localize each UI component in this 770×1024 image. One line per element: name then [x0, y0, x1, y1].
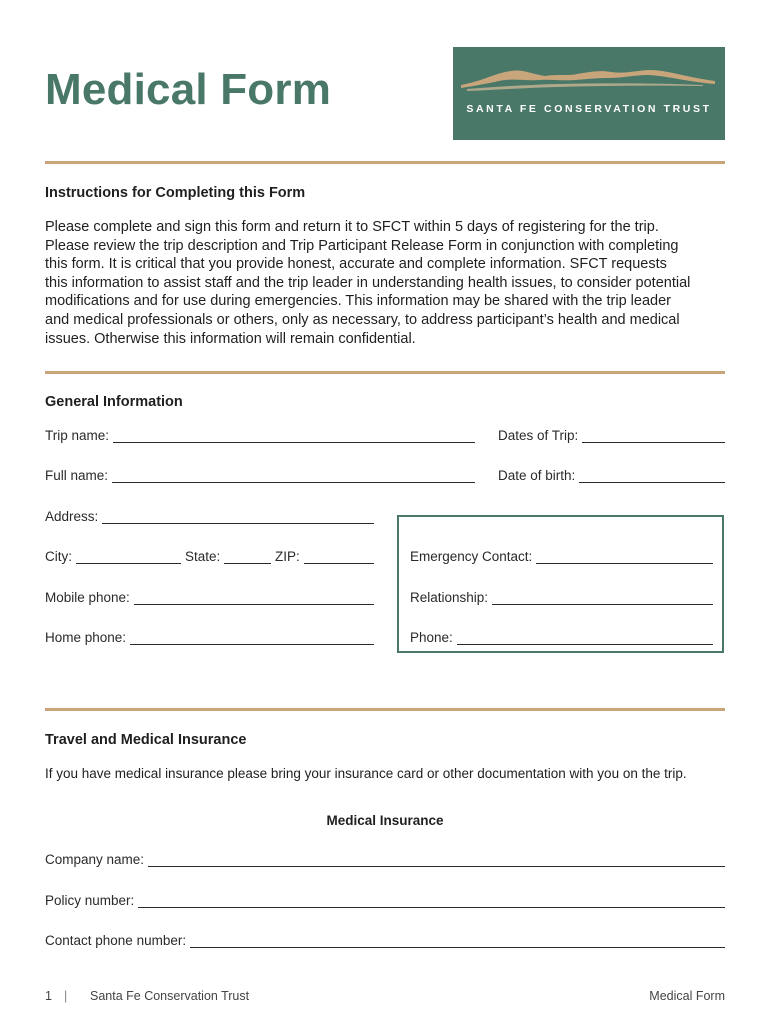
section-divider: [45, 708, 725, 711]
emergency-contact-field[interactable]: [410, 549, 713, 564]
city-field[interactable]: [45, 549, 181, 564]
trip-name-input-line[interactable]: [113, 428, 475, 443]
trip-name-field[interactable]: [45, 428, 475, 443]
instructions-paragraph: [45, 218, 735, 348]
footer-page-number: 1: [45, 989, 52, 1003]
city-label: City:: [45, 549, 72, 564]
footer-separator: |: [64, 989, 68, 1003]
insurance-heading: Travel and Medical Insurance: [45, 732, 247, 748]
mobile-phone-input-line[interactable]: [134, 590, 374, 605]
full-name-label: Full name:: [45, 468, 109, 483]
city-input-line[interactable]: [76, 549, 181, 564]
home-phone-field[interactable]: [45, 630, 374, 645]
state-label: State:: [185, 549, 221, 564]
page-title: Medical Form: [45, 65, 332, 114]
emergency-contact-label: Emergency Contact:: [410, 549, 533, 564]
zip-input-line[interactable]: [304, 549, 374, 564]
zip-field[interactable]: [275, 549, 374, 564]
address-input-line[interactable]: [102, 509, 374, 524]
policy-number-field[interactable]: [45, 893, 725, 908]
mountain-logo-icon: [453, 47, 725, 140]
contact-phone-input-line[interactable]: [190, 933, 725, 948]
instructions-line: issues. Otherwise this information will remain confidential.: [45, 330, 416, 347]
full-name-field[interactable]: [45, 468, 475, 483]
contact-phone-label: Contact phone number:: [45, 933, 187, 948]
section-divider: [45, 161, 725, 164]
emergency-phone-label: Phone:: [410, 630, 453, 645]
home-phone-label: Home phone:: [45, 630, 127, 645]
company-name-input-line[interactable]: [148, 852, 725, 867]
relationship-field[interactable]: [410, 590, 713, 605]
date-of-birth-label: Date of birth:: [498, 468, 576, 483]
emergency-phone-input-line[interactable]: [457, 630, 713, 645]
medical-insurance-subheading: Medical Insurance: [326, 813, 444, 828]
instructions-heading: Instructions for Completing this Form: [45, 185, 306, 201]
insurance-intro: If you have medical insurance please bring your insurance card or other documentation with you on the trip.: [45, 766, 687, 781]
company-name-label: Company name:: [45, 852, 145, 867]
logo-text: SANTA FE CONSERVATION TRUST: [466, 103, 712, 115]
zip-label: ZIP:: [275, 549, 300, 564]
mobile-phone-label: Mobile phone:: [45, 590, 130, 605]
dates-of-trip-input-line[interactable]: [582, 428, 725, 443]
policy-number-input-line[interactable]: [138, 893, 725, 908]
instructions-line: Please review the trip description and Trip Participant Release Form in conjunction with completing: [45, 237, 679, 254]
footer-organization: Santa Fe Conservation Trust: [90, 989, 250, 1003]
emergency-contact-input-line[interactable]: [536, 549, 713, 564]
instructions-line: modifications and for use during emergencies. This information may be shared with the trip leader: [45, 293, 671, 310]
address-field[interactable]: [45, 509, 374, 524]
state-field[interactable]: [185, 549, 271, 564]
instructions-line: Please complete and sign this form and return it to SFCT within 5 days of registering for the trip.: [45, 219, 659, 235]
date-of-birth-input-line[interactable]: [579, 468, 725, 483]
organization-logo: [453, 47, 725, 140]
policy-number-label: Policy number:: [45, 893, 135, 908]
general-info-heading: General Information: [45, 394, 183, 410]
relationship-label: Relationship:: [410, 590, 489, 605]
trip-name-label: Trip name:: [45, 428, 110, 443]
mobile-phone-field[interactable]: [45, 590, 374, 605]
dates-of-trip-label: Dates of Trip:: [498, 428, 579, 443]
instructions-line: this form. It is critical that you provide honest, accurate and complete information. SFCT requests: [45, 256, 667, 273]
company-name-field[interactable]: [45, 852, 725, 867]
contact-phone-field[interactable]: [45, 933, 725, 948]
home-phone-input-line[interactable]: [130, 630, 374, 645]
footer-document-name: Medical Form: [649, 989, 725, 1003]
instructions-line: and medical professionals or others, only as necessary, to address participant’s health and medical: [45, 311, 680, 328]
emergency-phone-field[interactable]: [410, 630, 713, 645]
instructions-line: this information to assist staff and the trip leader in understanding health issues, to consider potential: [45, 274, 691, 291]
date-of-birth-field[interactable]: [498, 468, 725, 483]
full-name-input-line[interactable]: [112, 468, 475, 483]
dates-of-trip-field[interactable]: [498, 428, 725, 443]
address-label: Address:: [45, 509, 99, 524]
state-input-line[interactable]: [224, 549, 271, 564]
section-divider: [45, 371, 725, 374]
relationship-input-line[interactable]: [492, 590, 713, 605]
